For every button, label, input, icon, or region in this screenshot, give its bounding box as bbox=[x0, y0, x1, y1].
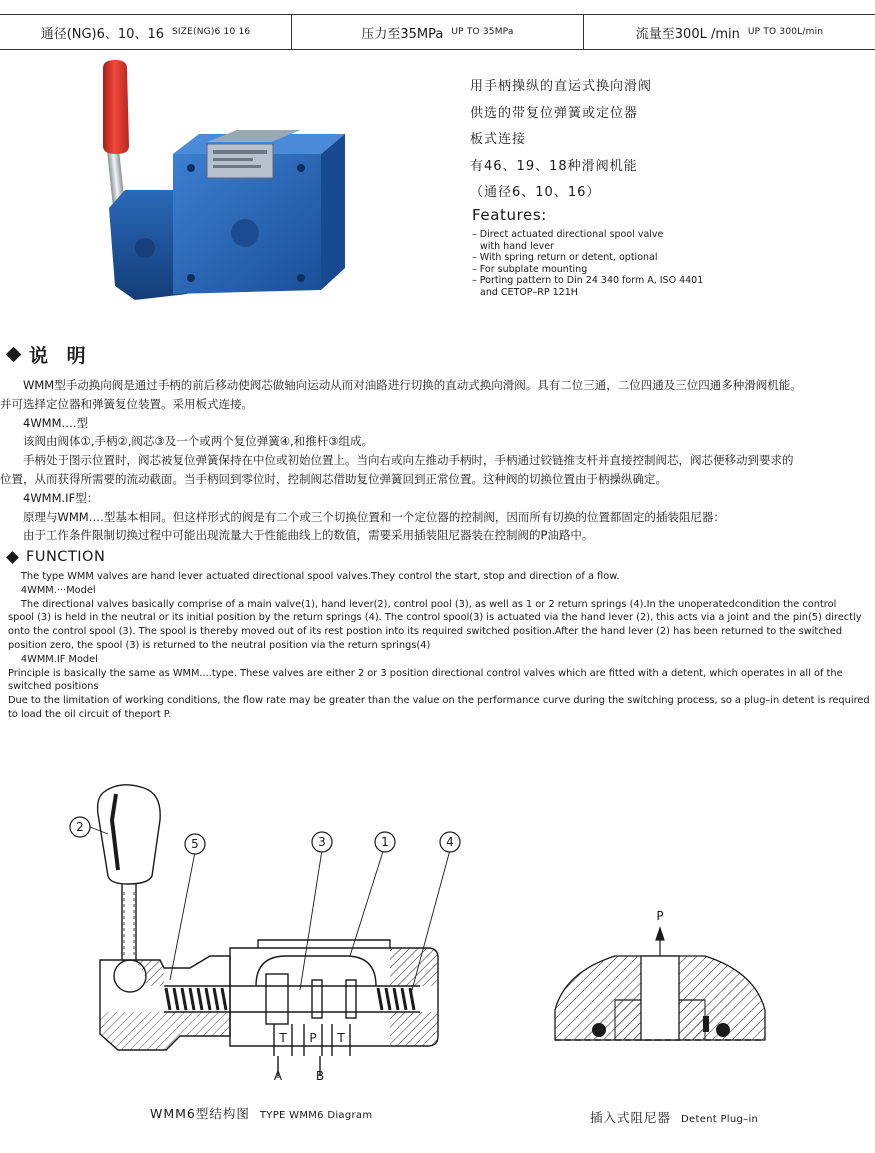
diagram-port-lines bbox=[278, 1056, 320, 1076]
diagram-left-spring bbox=[166, 988, 226, 1010]
desc-en-line: 4WMM.···Model bbox=[8, 584, 96, 596]
desc-en-line: position zero, the spool (3) is returned to the neutral position via the return springs(4) bbox=[8, 639, 431, 651]
o-ring bbox=[592, 1023, 606, 1037]
feature-en-item: with hand lever bbox=[480, 240, 554, 252]
caption-cn: 插入式阻尼器 bbox=[590, 1110, 672, 1125]
spec-flow-en: UP TO 300L/min bbox=[747, 27, 824, 37]
callout-label: 2 bbox=[76, 820, 84, 834]
feature-cn-item: 板式连接 bbox=[470, 132, 527, 147]
spec-size bbox=[0, 15, 292, 49]
desc-en-line: Due to the limitation of working conditions, the flow rate may be greater than the value on the performance curve during the switching process, so a plug–in detent is required bbox=[8, 695, 870, 707]
feature-en-item: – Direct actuated directional spool valve bbox=[472, 229, 664, 240]
caption-en: Detent Plug–in bbox=[681, 1114, 759, 1125]
desc-en-line: 4WMM.IF Model bbox=[8, 653, 98, 665]
desc-en-line: Principle is basically the same as WMM....type. These valves are either 2 or 3 position directional control valves which are fitted with a detent, which operates in all of the bbox=[8, 667, 843, 679]
o-ring bbox=[716, 1023, 730, 1037]
caption-en: TYPE WMM6 Diagram bbox=[259, 1110, 373, 1121]
feature-cn-item: 供选的带复位弹簧或定位器 bbox=[470, 105, 639, 121]
desc-cn-line: 原理与WMM.…型基本相同。但这样形式的阀是有二个或三个切换位置和一个定位器的控制阀，因而所有切换的位置都固定的插装阻尼器： bbox=[0, 509, 725, 524]
feature-en-item: – Porting pattern to Din 24 340 form A, ISO 4401 bbox=[472, 275, 704, 286]
callout-label: 5 bbox=[191, 837, 199, 851]
desc-cn-line: WMM型手动换向阀是通过手柄的前后移动使阀芯做轴向运动从而对油路进行切换的直动式换向滑阀。具有二位三通，二位四通及三位四通多种滑阀机能。 bbox=[0, 378, 802, 392]
section-heading-cn bbox=[4, 341, 92, 368]
desc-en-line: The directional valves basically comprise of a main valve(1), hand lever(2), control pool (3), as well as 1 or 2 return springs (4).In the unoperatedcondition the control bbox=[8, 598, 837, 610]
arrow-up-icon bbox=[656, 928, 664, 940]
features-en bbox=[472, 229, 703, 298]
spec-pressure-en: UP TO 35MPa bbox=[451, 27, 514, 37]
port-label: T bbox=[337, 1031, 345, 1045]
desc-en-line: spool (3) is held in the neutral or its initial position by the return springs (4). The control spool(3) is actuated via the hand lever (2), this acts via a joint and the pin(5) directly bbox=[8, 612, 862, 624]
red-handle bbox=[103, 60, 129, 154]
spec-size-cn: 通径(NG)6、10、16 bbox=[40, 26, 164, 42]
spec-pressure bbox=[292, 15, 584, 49]
desc-en-line: to load the oil circuit of theport P. bbox=[8, 708, 172, 720]
features-cn bbox=[470, 74, 652, 207]
port-label: A bbox=[273, 1069, 283, 1083]
desc-cn-line: 该阀由阀体①,手柄②,阀芯③及一个或两个复位弹簧④,和推杆③组成。 bbox=[0, 434, 374, 449]
features-title: Features: bbox=[472, 206, 547, 224]
wmm6-structure-diagram bbox=[60, 780, 480, 1090]
section-title-cn: 说 明 bbox=[29, 345, 92, 367]
diagram-right-spring bbox=[378, 988, 414, 1010]
spec-flow bbox=[584, 15, 875, 49]
desc-cn-line: 4WMM.…型 bbox=[0, 415, 89, 430]
diagram-main-caption bbox=[150, 1104, 372, 1122]
port-label: T bbox=[279, 1031, 287, 1045]
seal-block bbox=[703, 1016, 709, 1032]
feature-en-item: – For subplate mounting bbox=[472, 263, 588, 275]
section-title-en: FUNCTION bbox=[26, 549, 106, 565]
spec-pressure-cn: 压力至35MPa bbox=[361, 26, 444, 42]
port-label: B bbox=[315, 1069, 325, 1083]
spec-size-en: SIZE(NG)6 10 16 bbox=[172, 27, 251, 37]
feature-cn-item: （通径6、10、16） bbox=[470, 185, 601, 200]
callout-label: 3 bbox=[318, 835, 326, 849]
product-photo bbox=[95, 58, 355, 308]
desc-cn-line: 位置，从而获得所需要的流动截面。当手柄回到零位时，控制阀芯借助复位弹簧回到正常位置。这种阀的切换位置由于柄操纵确定。 bbox=[0, 471, 667, 486]
spec-bar bbox=[0, 14, 875, 50]
desc-cn-line: 4WMM.IF型： bbox=[0, 490, 99, 505]
desc-en-line: The type WMM valves are hand lever actuated directional spool valves.They control the start, stop and direction of a flow. bbox=[8, 571, 620, 582]
description-cn bbox=[0, 376, 872, 545]
feature-en-item: and CETOP–RP 121H bbox=[480, 286, 578, 298]
feature-cn-item: 有46、19、18种滑阀机能 bbox=[470, 158, 638, 174]
diagram-handle bbox=[98, 785, 161, 884]
callout-label: 1 bbox=[381, 835, 389, 849]
diamond-bullet-icon bbox=[6, 347, 22, 363]
desc-cn-line: 手柄处于图示位置时，阀芯被复位弹簧保持在中位或初始位置上。当向右或向左推动手柄时，手柄通过铰链推支杆并直接控制阀芯，阀芯便移动到要求的 bbox=[0, 453, 794, 468]
caption-cn: WMM6型结构图 bbox=[150, 1106, 250, 1121]
feature-cn-item: 用手柄操纵的直运式换向滑阀 bbox=[470, 79, 653, 94]
detent-plug-diagram bbox=[545, 900, 775, 1060]
desc-cn-line: 并可选择定位器和弹簧复位装置。采用板式连接。 bbox=[0, 396, 253, 411]
diamond-bullet-icon bbox=[6, 551, 19, 564]
diagram-plug-caption bbox=[590, 1108, 758, 1126]
section-heading-en bbox=[4, 549, 105, 565]
callout-label: 4 bbox=[446, 835, 454, 849]
port-label: P bbox=[309, 1031, 317, 1045]
feature-en-item: – With spring return or detent, optional bbox=[472, 252, 658, 263]
desc-cn-line: 由于工作条件限制切换过程中可能出现流量大于性能曲线上的数值，需要采用插装阻尼器装在控制阀的P油路中。 bbox=[0, 528, 594, 543]
port-p-label: P bbox=[656, 909, 664, 923]
spec-flow-cn: 流量至300L /min bbox=[635, 26, 740, 42]
description-en bbox=[8, 570, 870, 722]
desc-en-line: switched positions bbox=[8, 681, 99, 693]
valve-body-side bbox=[321, 134, 345, 290]
desc-en-line: onto the control spool (3). The spool is thereby moved out of its rest postion into its required switched position.After the hand lever (2) has been returned to the switched bbox=[8, 626, 843, 638]
